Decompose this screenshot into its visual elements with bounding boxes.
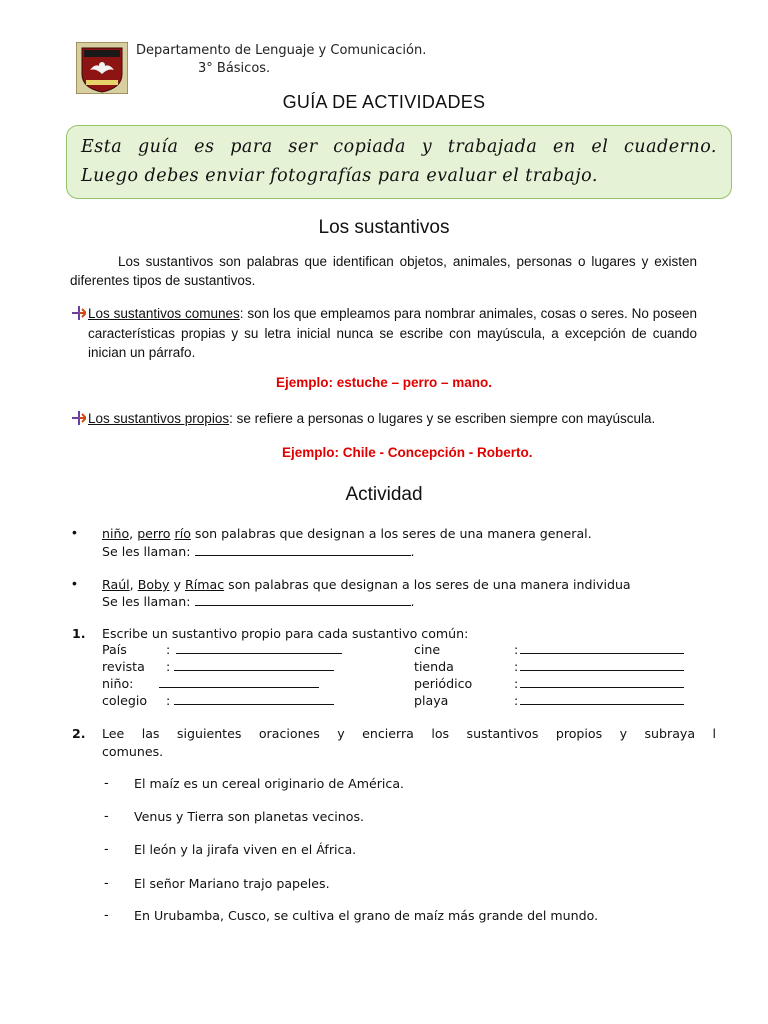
section-heading-actividad: Actividad	[345, 484, 423, 505]
q2-text-line1: Lee las siguientes oraciones y encierra los sustantivos propios y subraya l	[102, 726, 716, 741]
dash-bullet: -	[104, 876, 109, 891]
separator: y	[169, 577, 185, 592]
answer-line[interactable]	[195, 595, 411, 606]
sentence-1: El maíz es un cereal originario de América.	[134, 776, 405, 791]
page-title: GUÍA DE ACTIVIDADES	[282, 92, 486, 112]
dash-bullet: -	[104, 842, 109, 857]
comunes-colon: :	[239, 306, 244, 321]
comunes-text: son los que empleamos para nombrar animales, cosas o seres. No poseen características propias y su letra inicial nunca se escribe con mayúscula, a excepción de cuando inician un párrafo.	[88, 306, 697, 360]
bullet2-text	[102, 577, 716, 592]
colon: :	[166, 659, 171, 674]
dash-bullet: -	[104, 809, 109, 824]
answer-line[interactable]	[174, 694, 334, 705]
word-nino: niño	[102, 526, 130, 541]
q1-item-playa	[414, 693, 448, 708]
item-label: cine	[414, 642, 441, 657]
item-label: niño:	[102, 676, 134, 691]
instruction-box	[66, 125, 732, 199]
sentence-5: En Urubamba, Cusco, se cultiva el grano de maíz más grande del mundo.	[134, 908, 599, 923]
answer-line[interactable]	[520, 643, 684, 654]
item-label: periódico	[414, 676, 473, 691]
word-raul: Raúl	[102, 577, 130, 592]
q1-item-cine-answer	[514, 642, 684, 657]
answer-line[interactable]	[520, 694, 684, 705]
q1-item-pais	[102, 642, 127, 657]
instruction-line-1: Esta guía es para ser copiada y trabajada en el cuaderno.	[81, 137, 717, 157]
propios-definition	[72, 409, 697, 429]
colon: :	[514, 659, 519, 674]
q1-number: 1.	[72, 626, 86, 641]
q1-item-tienda	[414, 659, 454, 674]
item-label: tienda	[414, 659, 454, 674]
word-rio: río	[174, 526, 191, 541]
propios-term: Los sustantivos propios	[88, 411, 230, 426]
comunes-example: Ejemplo: estuche – perro – mano.	[275, 375, 493, 390]
q1-item-colegio	[102, 693, 147, 708]
colon: :	[514, 642, 519, 657]
bullet1-sentence: son palabras que designan a los seres de una manera general.	[190, 526, 592, 541]
sentence-4: El señor Mariano trajo papeles.	[134, 876, 330, 891]
intro-text: Los sustantivos son palabras que identifican objetos, animales, personas o lugares y existen diferentes tipos de sustantivos.	[70, 254, 697, 288]
period: .	[410, 594, 415, 609]
answer-line[interactable]	[174, 660, 334, 671]
comunes-term: Los sustantivos comunes	[88, 306, 240, 321]
propios-colon: :	[229, 411, 233, 426]
bullet1-answer-row	[102, 544, 415, 559]
arrow-bullet-icon	[72, 306, 86, 320]
colon: :	[514, 693, 519, 708]
sentence-3: El león y la jirafa viven en el África.	[134, 842, 357, 857]
item-label: colegio	[102, 693, 148, 708]
q1-item-colegio-answer	[166, 693, 334, 708]
q2-text-line2: comunes.	[102, 744, 164, 759]
q2-number: 2.	[72, 726, 86, 741]
answer-line[interactable]	[520, 660, 684, 671]
q1-item-periodico-answer	[514, 676, 684, 691]
intro-paragraph	[70, 252, 697, 290]
word-boby: Boby	[137, 577, 170, 592]
answer-line[interactable]	[176, 643, 342, 654]
word-perro: perro	[137, 526, 171, 541]
school-crest-icon	[76, 42, 128, 94]
q1-item-periodico	[414, 676, 472, 691]
q1-item-playa-answer	[514, 693, 684, 708]
answer-line[interactable]	[159, 677, 319, 688]
bullet2-sentence: son palabras que designan a los seres de una manera individua	[224, 577, 631, 592]
separator: ,	[129, 526, 138, 541]
answer-line[interactable]	[520, 677, 684, 688]
dash-bullet: -	[104, 908, 109, 923]
sentence-2: Venus y Tierra son planetas vecinos.	[134, 809, 365, 824]
se-les-llaman-label: Se les llaman:	[102, 594, 191, 609]
period: .	[410, 544, 415, 559]
grade-text: 3° Básicos.	[198, 61, 271, 76]
propios-text: se refiere a personas o lugares y se escriben siempre con mayúscula.	[232, 411, 656, 426]
answer-line[interactable]	[195, 545, 411, 556]
q1-item-tienda-answer	[514, 659, 684, 674]
item-label: País	[102, 642, 127, 657]
colon: :	[166, 642, 171, 657]
bullet1-text	[102, 526, 592, 541]
dash-bullet: -	[104, 776, 109, 791]
q1-item-cine	[414, 642, 440, 657]
instruction-line-2: Luego debes enviar fotografías para evaluar el trabajo.	[81, 166, 598, 186]
q1-item-revista-answer	[166, 659, 334, 674]
section-heading-sustantivos: Los sustantivos	[318, 217, 450, 238]
q1-text: Escribe un sustantivo propio para cada sustantivo común:	[102, 626, 469, 641]
bullet2-answer-row	[102, 594, 415, 609]
colon: :	[166, 693, 171, 708]
q1-item-revista	[102, 659, 145, 674]
comunes-definition	[72, 304, 697, 363]
propios-example: Ejemplo: Chile - Concepción - Roberto.	[282, 445, 533, 460]
department-text: Departamento de Lenguaje y Comunicación.	[136, 43, 427, 58]
bullet-dot: •	[72, 575, 77, 591]
bullet-dot: •	[72, 524, 77, 540]
item-label: playa	[414, 693, 449, 708]
se-les-llaman-label: Se les llaman:	[102, 544, 191, 559]
q1-item-pais-answer	[166, 642, 342, 657]
separator: ,	[129, 577, 138, 592]
arrow-bullet-icon	[72, 411, 86, 425]
colon: :	[514, 676, 519, 691]
word-rimac: Rímac	[184, 577, 225, 592]
school-logo	[76, 42, 128, 94]
q1-item-nino	[102, 676, 319, 691]
item-label: revista	[102, 659, 145, 674]
